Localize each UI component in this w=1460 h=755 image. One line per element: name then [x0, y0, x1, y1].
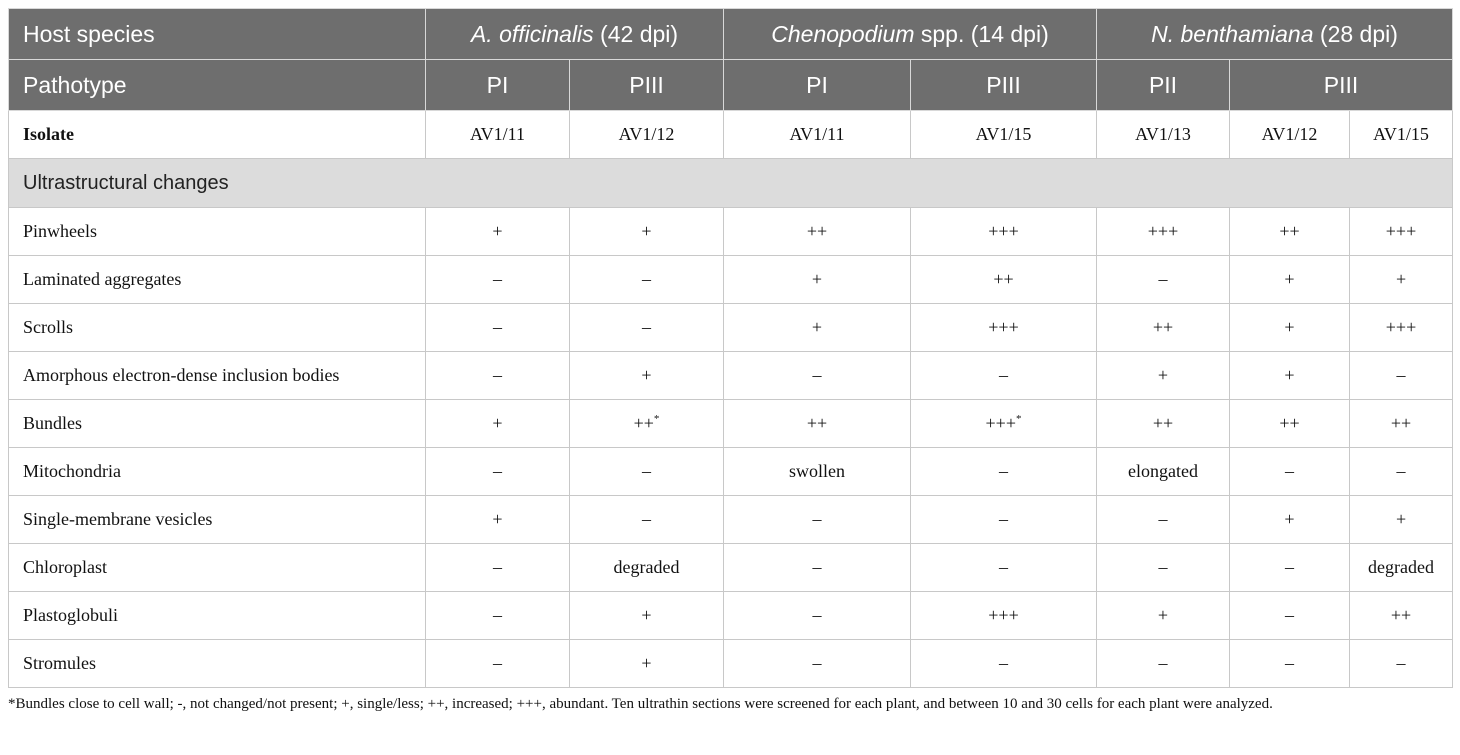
table-cell: ++ [724, 400, 911, 448]
table-cell: + [570, 352, 724, 400]
pathotype-cell: PI [724, 60, 911, 111]
table-body [9, 208, 1453, 688]
host-a-officinalis: A. officinalis (42 dpi) [426, 9, 724, 60]
table-wrapper [8, 8, 1452, 715]
table-cell: + [724, 304, 911, 352]
table-row [9, 448, 1453, 496]
table-cell: – [1230, 544, 1350, 592]
table-cell: +++* [911, 400, 1097, 448]
table-row [9, 256, 1453, 304]
table-cell: + [426, 496, 570, 544]
table-cell: + [1350, 496, 1453, 544]
table-cell: – [911, 496, 1097, 544]
table-cell: ++ [1230, 400, 1350, 448]
table-cell: + [1230, 256, 1350, 304]
pathotype-cell: PI [426, 60, 570, 111]
table-cell: + [1350, 256, 1453, 304]
table-row [9, 544, 1453, 592]
table-cell: – [1350, 448, 1453, 496]
table-cell: ++ [1097, 304, 1230, 352]
table-cell: – [1230, 448, 1350, 496]
table-cell: ++ [1097, 400, 1230, 448]
table-row [9, 208, 1453, 256]
section-row [9, 159, 1453, 208]
table-cell: – [426, 592, 570, 640]
table-cell: – [911, 544, 1097, 592]
host-n-benthamiana: N. benthamiana (28 dpi) [1097, 9, 1453, 60]
table-cell: + [426, 208, 570, 256]
row-label: Single-membrane vesicles [9, 496, 426, 544]
table-cell: – [1097, 640, 1230, 688]
row-label: Stromules [9, 640, 426, 688]
table-cell: degraded [570, 544, 724, 592]
pathotype-label: Pathotype [9, 60, 426, 111]
table-cell: – [1230, 640, 1350, 688]
table-row [9, 352, 1453, 400]
row-label: Mitochondria [9, 448, 426, 496]
table-cell: – [724, 544, 911, 592]
table-cell: – [1097, 496, 1230, 544]
section-label: Ultrastructural changes [9, 159, 1453, 208]
table-cell: + [570, 640, 724, 688]
table-cell: – [426, 256, 570, 304]
table-cell: ++ [1230, 208, 1350, 256]
row-label: Bundles [9, 400, 426, 448]
table-cell: elongated [1097, 448, 1230, 496]
table-cell: – [570, 448, 724, 496]
row-label: Pinwheels [9, 208, 426, 256]
pathotype-cell: PIII [911, 60, 1097, 111]
isolate-cell: AV1/15 [1350, 111, 1453, 159]
table-cell: + [1230, 496, 1350, 544]
row-label: Amorphous electron-dense inclusion bodies [9, 352, 426, 400]
table-cell: +++ [911, 304, 1097, 352]
table-cell: + [570, 592, 724, 640]
table-cell: – [426, 352, 570, 400]
row-label: Chloroplast [9, 544, 426, 592]
host-chenopodium: Chenopodium spp. (14 dpi) [724, 9, 1097, 60]
isolate-cell: AV1/12 [1230, 111, 1350, 159]
table-row [9, 592, 1453, 640]
table-cell: – [911, 352, 1097, 400]
table-row [9, 400, 1453, 448]
table-cell: – [911, 448, 1097, 496]
table-cell: – [570, 256, 724, 304]
table-cell: + [1097, 592, 1230, 640]
table-cell: + [1230, 352, 1350, 400]
table-cell: – [1097, 544, 1230, 592]
table-cell: ++ [911, 256, 1097, 304]
table-cell: degraded [1350, 544, 1453, 592]
table-cell: – [724, 592, 911, 640]
table-cell: + [570, 208, 724, 256]
table-footnote: *Bundles close to cell wall; -, not changed/not present; +, single/less; ++, increased; +++, abundant. Ten ultrathin sections were screened for each plant, and between 10 and 30 cells for each plant were analyzed. [8, 696, 1273, 712]
table-row [9, 496, 1453, 544]
table-cell: – [911, 640, 1097, 688]
table-cell: – [570, 496, 724, 544]
table-cell: + [724, 256, 911, 304]
row-label: Plastoglobuli [9, 592, 426, 640]
table-cell: +++ [1350, 208, 1453, 256]
table-cell: swollen [724, 448, 911, 496]
table-cell: – [724, 640, 911, 688]
table-cell: – [1350, 640, 1453, 688]
isolate-cell: AV1/12 [570, 111, 724, 159]
table-cell: ++ [724, 208, 911, 256]
table-cell: – [426, 448, 570, 496]
table-cell: – [1097, 256, 1230, 304]
table-cell: +++ [911, 592, 1097, 640]
table-row [9, 640, 1453, 688]
table-cell: + [1097, 352, 1230, 400]
pathotype-row [9, 60, 1453, 111]
pathotype-cell: PII [1097, 60, 1230, 111]
row-label: Laminated aggregates [9, 256, 426, 304]
isolate-cell: AV1/11 [426, 111, 570, 159]
table-cell: – [724, 352, 911, 400]
isolate-row [9, 111, 1453, 159]
table-cell: – [570, 304, 724, 352]
table-cell: + [426, 400, 570, 448]
table-cell: – [426, 304, 570, 352]
pathotype-cell: PIII [1230, 60, 1453, 111]
table-cell: ++* [570, 400, 724, 448]
pathotype-cell: PIII [570, 60, 724, 111]
table-cell: +++ [1097, 208, 1230, 256]
table-cell: – [1230, 592, 1350, 640]
table-cell: – [1350, 352, 1453, 400]
table-row [9, 304, 1453, 352]
table-cell: – [426, 640, 570, 688]
table-cell: +++ [911, 208, 1097, 256]
isolate-cell: AV1/15 [911, 111, 1097, 159]
isolate-label: Isolate [9, 111, 426, 159]
ultrastructure-table [8, 8, 1453, 688]
isolate-cell: AV1/11 [724, 111, 911, 159]
host-species-label: Host species [9, 9, 426, 60]
table-cell: ++ [1350, 400, 1453, 448]
table-cell: – [426, 544, 570, 592]
table-cell: +++ [1350, 304, 1453, 352]
table-cell: – [724, 496, 911, 544]
table-cell: ++ [1350, 592, 1453, 640]
table-cell: + [1230, 304, 1350, 352]
isolate-cell: AV1/13 [1097, 111, 1230, 159]
row-label: Scrolls [9, 304, 426, 352]
host-species-row [9, 9, 1453, 60]
